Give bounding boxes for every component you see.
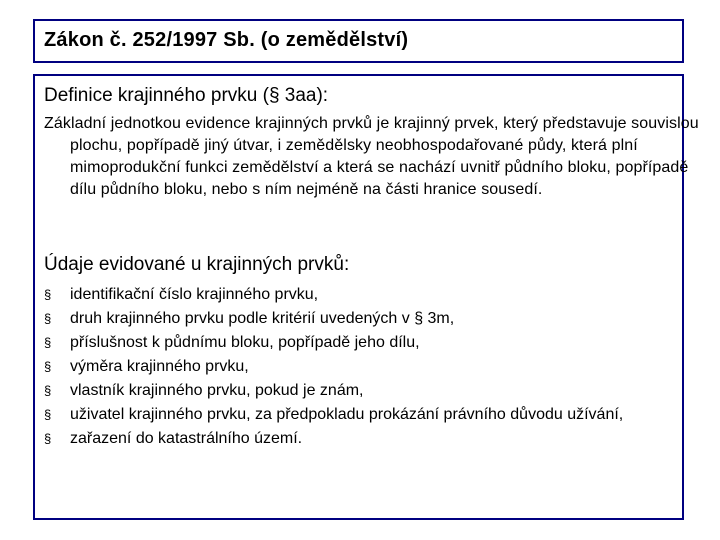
slide-title: Zákon č. 252/1997 Sb. (o zemědělství) (44, 29, 409, 51)
bullet-icon: § (44, 311, 52, 326)
list-item-text: zařazení do katastrálního území. (70, 430, 303, 447)
definition-paragraph: Základní jednotkou evidence krajinných prvků je krajinný prvek, který představuje souvislou plochu, popřípadě jiný útvar, i zemědělsky neobhospodařované půdy, která plní mimoprodukční funkci zemědělství a která se nachází uvnitř půdního bloku, popřípadě dílu půdního bloku, nebo s ním nejméně na části hranice sousedí. (44, 115, 699, 198)
list-item (44, 429, 674, 449)
bullet-icon: § (44, 383, 52, 398)
bullet-icon: § (44, 359, 52, 374)
list-item-text: uživatel krajinného prvku, za předpokladu prokázání právního důvodu užívání, (70, 406, 624, 423)
bullet-icon: § (44, 335, 52, 350)
title-box (33, 19, 684, 63)
list-item-text: vlastník krajinného prvku, pokud je znám, (70, 382, 364, 399)
records-heading: Údaje evidované u krajinných prvků: (44, 254, 350, 275)
list-item (44, 309, 674, 329)
list-item (44, 333, 674, 353)
definition-heading: Definice krajinného prvku (§ 3aa): (44, 85, 329, 106)
bullet-icon: § (44, 407, 52, 422)
bullet-icon: § (44, 287, 52, 302)
list-item-text: příslušnost k půdnímu bloku, popřípadě jeho dílu, (70, 334, 420, 351)
list-item-text: druh krajinného prvku podle kritérií uvedených v § 3m, (70, 310, 455, 327)
list-item (44, 285, 674, 305)
content-box (33, 74, 699, 520)
list-item-text: identifikační číslo krajinného prvku, (70, 286, 319, 303)
list-item (44, 381, 674, 401)
list-item (44, 405, 674, 425)
list-item-text: výměra krajinného prvku, (70, 358, 249, 375)
records-list (44, 285, 674, 453)
bullet-icon: § (44, 431, 52, 446)
list-item (44, 357, 674, 377)
